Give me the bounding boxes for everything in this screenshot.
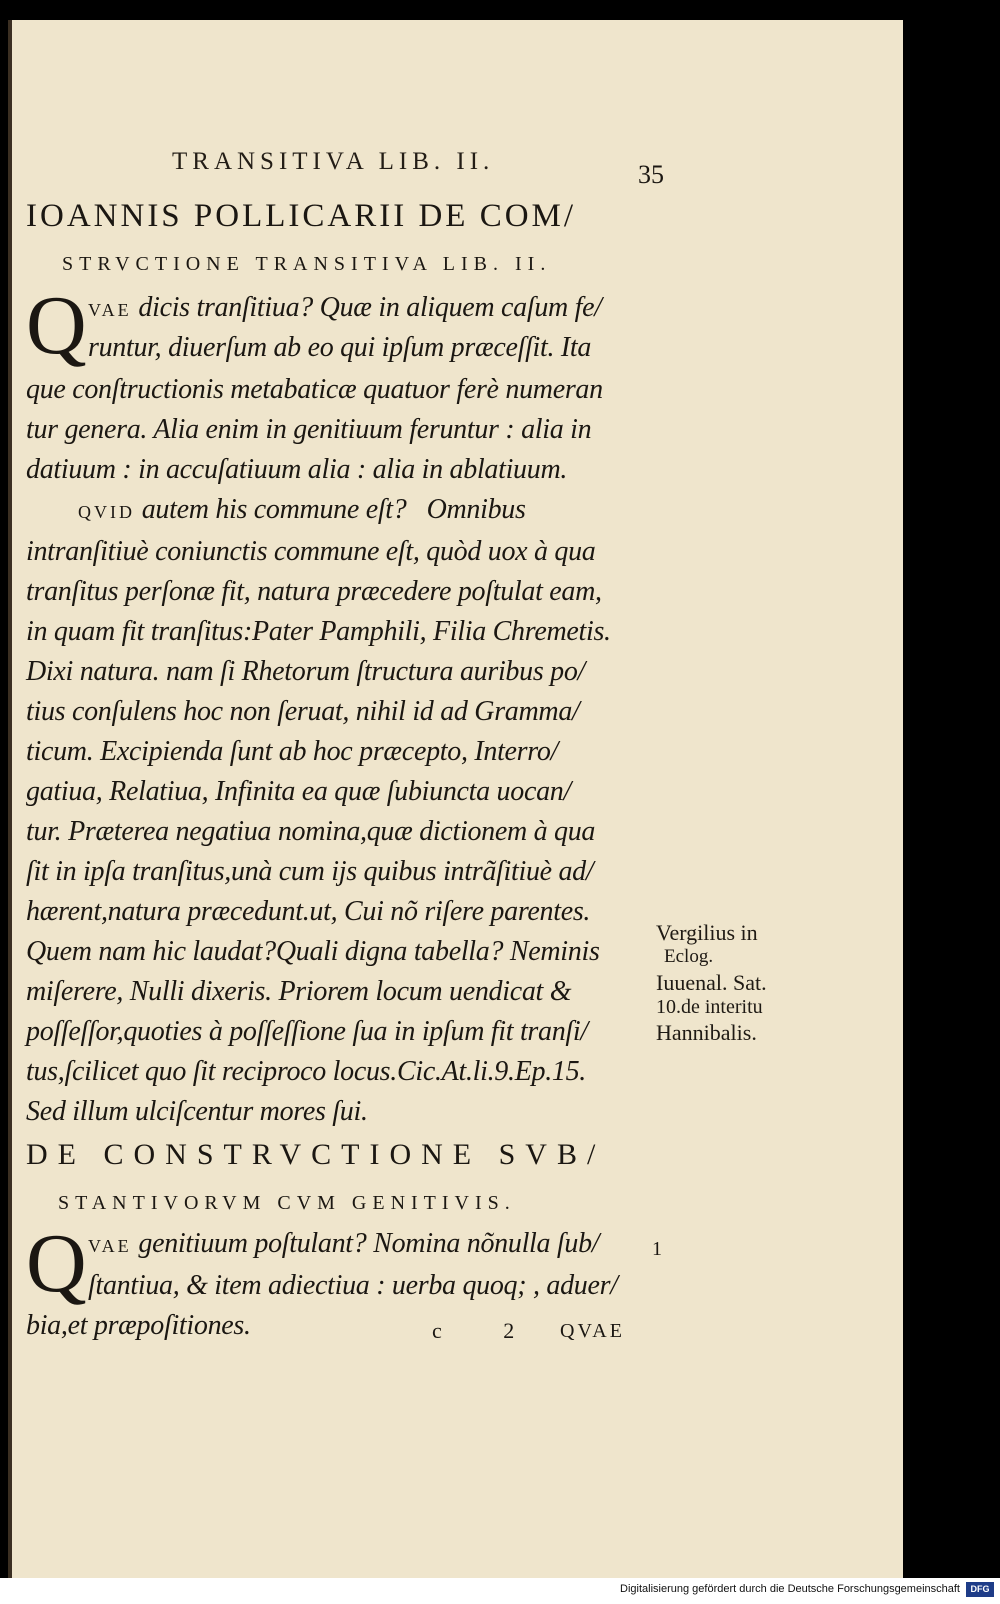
dfg-logo: DFG — [966, 1582, 994, 1597]
margin-note: Iuuenal. Sat. — [656, 970, 767, 995]
running-head: TRANSITIVA LIB. II. — [172, 148, 495, 175]
p2-line-8: gatiua, Relatiua, Infinita ea quæ ſubiuncta uocan/ — [26, 776, 571, 807]
margin-note: Hannibalis. — [656, 1020, 757, 1045]
section-title-line-1: DE CONSTRVCTIONE SVB/ — [26, 1138, 606, 1171]
p2-line-10: ſit in ipſa tranſitus,unà cum ijs quibus intrãſitiuè ad/ — [26, 856, 594, 887]
p2-line-6: tius conſulens hoc non ſeruat, nihil id ad Gramma/ — [26, 696, 580, 727]
small-caps: VAE — [88, 300, 132, 320]
p2-line-3: tranſitus perſonæ fit, natura præcedere poſtulat eam, — [26, 576, 602, 607]
p3-line-3: bia,et præpoſitiones. — [26, 1310, 251, 1341]
p2-line-11: hærent,natura præcedunt.ut, Cui nõ riſere parentes. — [26, 896, 591, 927]
p3-line-1: VAE genitiuum poſtulant? Nomina nõnulla ſub/ — [88, 1228, 600, 1259]
p2-line-12: Quem nam hic laudat?Quali digna tabella? Neminis — [26, 936, 600, 967]
folio-number: 35 — [638, 160, 664, 189]
margin-note: Vergilius in — [656, 920, 758, 945]
title-line-2: STRVCTIONE TRANSITIVA LIB. II. — [62, 253, 552, 275]
p1-line-3: que conſtructionis metabaticæ quatuor ferè numeran — [26, 374, 603, 405]
margin-mark: 1 — [652, 1238, 662, 1260]
p2-line-7: ticum. Excipienda ſunt ab hoc præcepto, Interro/ — [26, 736, 559, 767]
small-caps: QVID — [78, 502, 135, 522]
scan-background — [903, 0, 1000, 1578]
p2-line-16: Sed illum ulciſcentur mores ſui. — [26, 1096, 368, 1127]
small-caps: VAE — [88, 1236, 132, 1256]
p2-line-5: Dixi natura. nam ſi Rhetorum ſtructura auribus po/ — [26, 656, 586, 687]
p2-line-15: tus,ſcilicet quo ſit reciproco locus.Cic.At.li.9.Ep.15. — [26, 1056, 587, 1087]
p1-line-4: tur genera. Alia enim in genitiuum feruntur : alia in — [26, 414, 592, 445]
p1-line-2: runtur, diuerſum ab eo qui ipſum præceſſit. Ita — [88, 332, 592, 363]
p2-line-2: intranſitiuè coniunctis commune eſt, quòd uox à qua — [26, 536, 596, 567]
footer-text: Digitalisierung gefördert durch die Deutsche Forschungsgemeinschaft — [620, 1583, 960, 1595]
p3-line-2: ſtantiua, & item adiectiua : uerba quoq; , aduer/ — [88, 1270, 618, 1301]
p1-line-5: datiuum : in accuſatiuum alia : alia in ablatiuum. — [26, 454, 568, 485]
section-title-line-2: STANTIVORVM CVM GENITIVIS. — [58, 1192, 516, 1214]
p2-line-14: poſſeſſor,quoties à poſſeſſione ſua in ipſum fit tranſi/ — [26, 1016, 588, 1047]
title-line-1: IOANNIS POLLICARII DE COM/ — [26, 198, 577, 234]
footer-bar — [0, 1578, 1000, 1604]
p2-line-4: in quam fit tranſitus:Pater Pamphili, Filia Chremetis. — [26, 616, 611, 647]
margin-note: 10.de interitu — [656, 996, 763, 1018]
p2-line-13: miſerere, Nulli dixeris. Priorem locum uendicat & — [26, 976, 572, 1007]
book-page — [8, 20, 903, 1578]
p2-line-9: tur. Præterea negatiua nomina,quæ dictionem à qua — [26, 816, 596, 847]
margin-note: Eclog. — [664, 946, 714, 967]
p2-line-1: QVID autem his commune eſt? Omnibus — [78, 494, 526, 525]
p1-line-1: VAE dicis tranſitiua? Quæ in aliquem caſum fe/ — [88, 292, 602, 323]
catchword: QVAE — [560, 1320, 625, 1342]
drop-cap: Q — [26, 1217, 87, 1310]
signature-mark: c 2 — [432, 1318, 543, 1343]
drop-cap: Q — [26, 279, 87, 372]
